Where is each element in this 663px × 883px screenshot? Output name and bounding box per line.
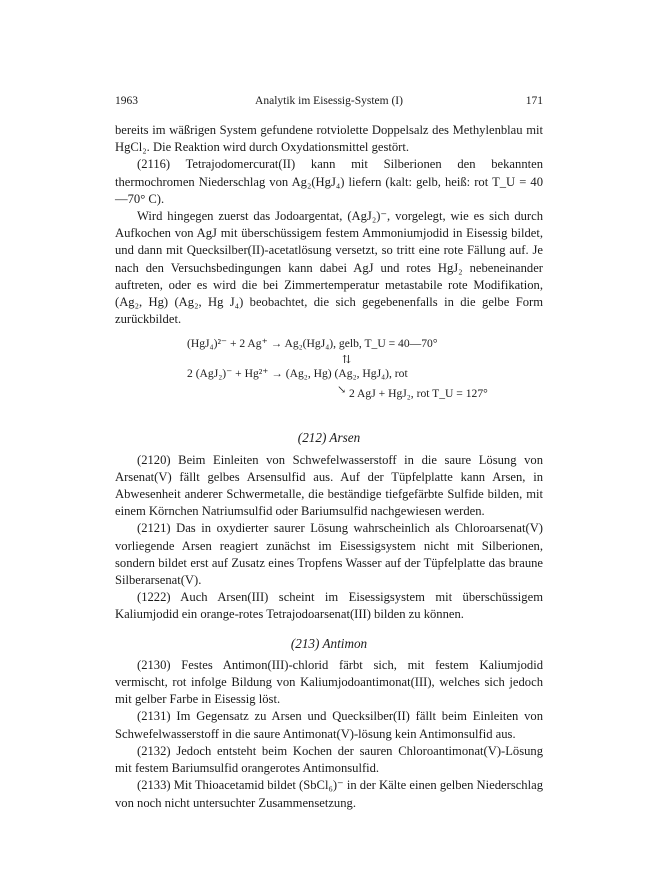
spacer <box>115 624 543 632</box>
branch-arrow: ↘ <box>337 384 347 397</box>
running-header <box>115 95 543 111</box>
paragraph-1222: (1222) Auch Arsen(III) scheint im Eisessigsystem mit überschüssigem Kaliumjodid ein orange-rotes Tetrajodoarsenat(III) bilden zu können. <box>115 590 543 622</box>
section-heading-antimon: (213) Antimon <box>290 635 368 651</box>
equation-1: (HgJ₄)²⁻ + 2 Ag⁺ → Ag₂(HgJ₄), gelb, T_U = 40—70° <box>187 337 438 351</box>
paragraph-2120: (2120) Beim Einleiten von Schwefelwasserstoff in die saure Lösung von Arsenat(V) fällt gelbes Arsensulfid aus. Auf der Tüpfelplatte kann Arsen, in Abwesenheit anderer Schwermetalle, die beständige tiefgefärbte Sulfide bilden, mit einem Körnchen Natriumsulfid oder Bariumsulfid nachgewiesen werden. <box>115 452 543 519</box>
section-heading-arsen: (212) Arsen <box>297 430 361 446</box>
equilibrium-arrow: ⇅ <box>342 354 352 367</box>
paragraph-2132: (2132) Jedoch entsteht beim Kochen der sauren Chloroantimonat(V)-Lösung mit festem Bariumsulfid orangerotes Antimonsulfid. <box>115 743 543 776</box>
equation-block <box>187 336 543 420</box>
paragraph-2121: (2121) Das in oxydierter saurer Lösung wahrscheinlich als Chloroarsenat(V) vorliegende Arsen reagiert zunächst im Eisessigsystem nicht mit Silberionen, sondern bildet erst auf Zusatz eines Tropfens Wasser auf der Tüpfelplatte das braune Silberarsenat(V). <box>115 521 543 588</box>
paragraph-2133: (2133) Mit Thioacetamid bildet (SbCl₆)⁻ in der Kälte einen gelben Niederschlag von noch nicht untersuchter Zusammensetzung. <box>115 778 543 810</box>
paragraph-2131: (2131) Im Gegensatz zu Arsen und Quecksilber(II) fällt beim Einleiten von Schwefelwasserstoff in die saure Antimonat(V)-lösung kein Antimonsulfid aus. <box>115 709 543 741</box>
header-year: 1963 <box>115 95 138 107</box>
equation-3: 2 AgJ + HgJ₂, rot T_U = 127° <box>349 387 488 401</box>
body-text <box>115 122 543 812</box>
paragraph-2130: (2130) Festes Antimon(III)-chlorid färbt sich, mit festem Kaliumjodid vermischt, rot infolge Bildung von Kaliumjodoantimonat(III), welches sich jedoch mit gelber Farbe in Eisessig löst. <box>115 657 543 707</box>
header-title: Analytik im Eisessig-System (I) <box>255 95 403 107</box>
paragraph-2116: (2116) Tetrajodomercurat(II) kann mit Silberionen den bekannten thermochromen Niederschlag von Ag₂(HgJ₄) liefern (kalt: gelb, heiß: rot T_U = 40—70° C). <box>115 157 543 206</box>
page-number: 171 <box>525 95 543 107</box>
equation-2: 2 (AgJ₂)⁻ + Hg²⁺ → (Ag₂, Hg) (Ag₂, HgJ₄), rot <box>187 367 408 381</box>
paragraph-continuation: bereits im wäßrigen System gefundene rotviolette Doppelsalz des Methylenblau mit HgCl₂. Die Reaktion wird durch Oxydationsmittel gestört. <box>115 123 543 155</box>
paragraph-jodoargentat: Wird hingegen zuerst das Jodoargentat, (AgJ₂)⁻, vorgelegt, wie es sich durch Aufkochen von AgJ mit überschüssigem festem Ammoniumjodid in Eisessig bildet, und dann mit Quecksilber(II)-acetatlösung versetzt, so tritt eine rote Fällung auf. Je nach den Versuchsbedingungen kann dabei AgJ und rotes HgJ₂ nebeneinander auftreten, oder es wird die bei Zimmertemperatur metastabile rote Modifikation, (Ag₂, Hg) (Ag₂, Hg J₄) beobachtet, die sich gegebenenfalls in die gelbe Form zurückbildet. <box>115 209 543 327</box>
